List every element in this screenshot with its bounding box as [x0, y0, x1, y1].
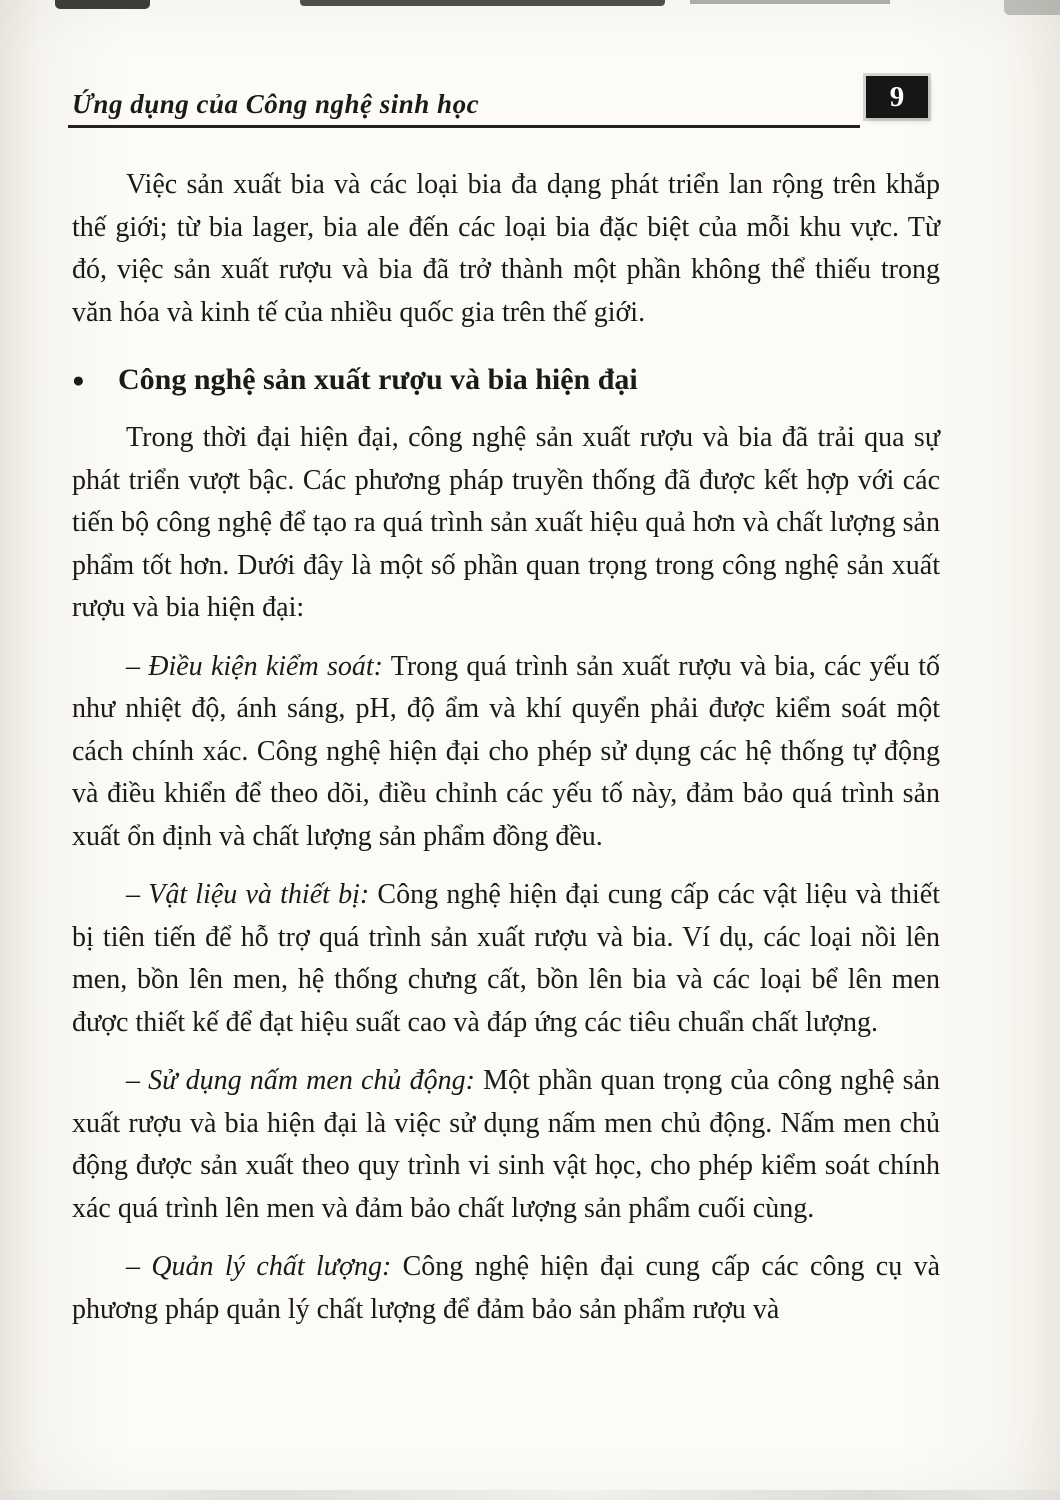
- page-body: [72, 164, 940, 1331]
- item-text: Công nghệ hiện đại cung cấp các công cụ và phương pháp quản lý chất lượng để đảm bảo sản phẩm rượu và: [72, 1251, 941, 1325]
- page-header: [70, 82, 942, 128]
- list-item: [72, 646, 940, 859]
- scan-artifact-top-right: [690, 0, 890, 4]
- header-rule: [68, 125, 860, 128]
- scan-artifact-top-corner: [1004, 0, 1060, 15]
- section-heading-text: Công nghệ sản xuất rượu và bia hiện đại: [118, 363, 638, 396]
- list-item: [72, 1060, 940, 1230]
- bullet-icon: ●: [72, 368, 85, 392]
- paragraph-overview: Trong thời đại hiện đại, công nghệ sản xuất rượu và bia đã trải qua sự phát triển vượt bậc. Các phương pháp truyền thống đã được kết hợp với các tiến bộ công nghệ để tạo ra quá trình sản xuất hiệu quả hơn và chất lượng sản phẩm tốt hơn. Dưới đây là một số phần quan trọng trong công nghệ sản xuất rượu và bia hiện đại:: [72, 422, 940, 623]
- paragraph-intro: Việc sản xuất bia và các loại bia đa dạng phát triển lan rộng trên khắp thế giới; từ bia lager, bia ale đến các loại bia đặc biệt của mỗi khu vực. Từ đó, việc sản xuất rượu và bia đã trở thành một phần không thể thiếu trong văn hóa và kinh tế của nhiều quốc gia trên thế giới.: [72, 169, 940, 328]
- item-text: Một phần quan trọng của công nghệ sản xuất rượu và bia hiện đại là việc sử dụng nấm men chủ động. Nấm men chủ động được sản xuất theo quy trình vi sinh vật học, cho phép kiểm soát chính xác quá trình lên men và đảm bảo chất lượng sản phẩm cuối cùng.: [72, 1065, 940, 1224]
- list-item: [72, 874, 940, 1044]
- item-label: – Sử dụng nấm men chủ động:: [126, 1065, 475, 1096]
- page-number-badge: [866, 76, 928, 118]
- item-text: Trong quá trình sản xuất rượu và bia, các yếu tố như nhiệt độ, ánh sáng, pH, độ ẩm và khí quyển phải được kiểm soát một cách chính xác. Công nghệ hiện đại cho phép sử dụng các hệ thống tự động và điều khiển để theo dõi, điều chỉnh các yếu tố này, đảm bảo quá trình sản xuất ổn định và chất lượng sản phẩm đồng đều.: [72, 650, 940, 852]
- scan-artifact-top-left: [55, 0, 150, 9]
- scan-artifact-top-center: [300, 0, 665, 6]
- item-label: – Quản lý chất lượng:: [126, 1251, 392, 1282]
- section-heading: [72, 358, 940, 402]
- page-number: 9: [889, 80, 905, 113]
- item-text: Công nghệ hiện đại cung cấp các vật liệu và thiết bị tiên tiến để hỗ trợ quá trình sản xuất rượu và bia. Ví dụ, các loại nồi lên men, bồn lên men, hệ thống chưng cất, bồn lên bia và các loại bể lên men được thiết kế để đạt hiệu suất cao và đáp ứng các tiêu chuẩn chất lượng.: [72, 879, 940, 1038]
- running-head-title: Ứng dụng của Công nghệ sinh học: [72, 89, 480, 119]
- item-label: – Điều kiện kiểm soát:: [126, 650, 383, 682]
- scan-artifact-bottom-edge: [0, 1490, 1060, 1500]
- list-item: [72, 1246, 940, 1331]
- item-label: – Vật liệu và thiết bị:: [126, 879, 370, 910]
